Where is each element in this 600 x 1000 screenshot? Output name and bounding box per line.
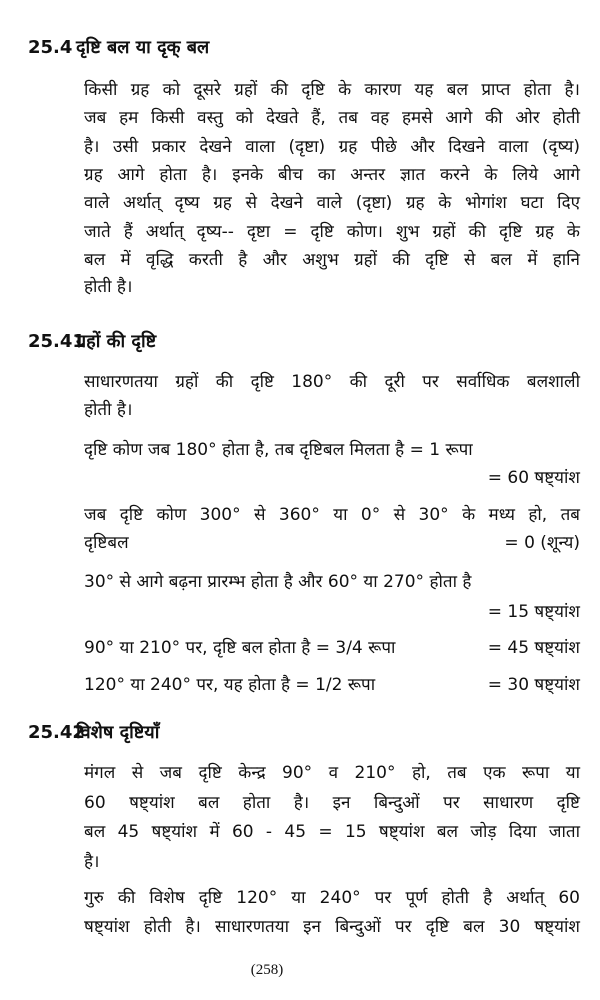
section-heading <box>28 34 209 62</box>
paragraph-line: वाले अर्थात् दृष्य ग्रह से देखने वाले (दृष्टा) ग्रह के भोगांश घटा दिए <box>84 193 580 213</box>
rule-value-row <box>84 599 580 625</box>
paragraph-line: जाते हैं अर्थात् दृष्य-- दृष्टा = दृष्टि कोण। शुभ ग्रहों की दृष्टि ग्रह के <box>84 222 580 242</box>
rule-value: = 0 (शून्य) <box>504 533 580 553</box>
paragraph-line: मंगल से जब दृष्टि केन्द्र 90° व 210° हो, तब एक रूपा या <box>84 763 580 783</box>
paragraph-line: होती है। <box>84 400 133 420</box>
paragraph-line: बल में वृद्धि करती है और अशुभ ग्रहों की दृष्टि से बल में हानि <box>84 250 580 270</box>
rule-label: दृष्टिबल <box>84 533 129 553</box>
page-number: (258) <box>250 962 284 978</box>
rule-row <box>84 672 580 698</box>
rule-row <box>84 635 580 661</box>
rule-value: = 60 षष्ट्यांश <box>487 468 580 488</box>
paragraph-line: है। <box>84 852 100 872</box>
paragraph-line: बल 45 षष्ट्यांश में 60 - 45 = 15 षष्ट्यांश बल जोड़ दिया जाता <box>84 822 580 842</box>
section-heading <box>28 328 156 356</box>
paragraph-line: है। उसी प्रकार देखने वाला (दृष्टा) ग्रह पीछे और दिखने वाला (दृष्य) <box>84 137 580 157</box>
paragraph-line: होती है। <box>84 277 133 297</box>
rule-line: जब दृष्टि कोण 300° से 360° या 0° से 30° के मध्य हो, तब <box>84 505 580 525</box>
rule-value-row <box>84 530 580 556</box>
rule-line: 30° से आगे बढ़ना प्रारम्भ होता है और 60° या 270° होता है <box>84 572 472 592</box>
paragraph-line: साधारणतया ग्रहों की दृष्टि 180° की दूरी पर सर्वाधिक बलशाली <box>84 372 580 392</box>
rule-value: = 45 षष्ट्यांश <box>487 638 580 658</box>
paragraph-line: ग्रह आगे होता है। इनके बीच का अन्तर ज्ञात करने के लिये आगे <box>84 165 580 185</box>
section-number: 25.41 <box>28 331 85 352</box>
rule-line: दृष्टि कोण जब 180° होता है, तब दृष्टिबल मिलता है = 1 रूपा <box>84 440 473 460</box>
section-number: 25.42 <box>28 722 85 743</box>
paragraph-line: 60 षष्ट्यांश बल होता है। इन बिन्दुओं पर साधारण दृष्टि <box>84 793 580 813</box>
section-number: 25.4 <box>28 37 73 58</box>
section-title: विशेष दृष्टियाँ <box>76 722 160 743</box>
rule-label: 90° या 210° पर, दृष्टि बल होता है = 3/4 रूपा <box>84 638 396 658</box>
section-heading <box>28 719 159 747</box>
rule-value-row <box>84 465 580 491</box>
paragraph-line: किसी ग्रह को दूसरे ग्रहों की दृष्टि के कारण यह बल प्राप्त होता है। <box>84 80 580 100</box>
rule-value: = 30 षष्ट्यांश <box>487 675 580 695</box>
rule-value: = 15 षष्ट्यांश <box>487 602 580 622</box>
rule-label: 120° या 240° पर, यह होता है = 1/2 रूपा <box>84 675 376 695</box>
paragraph-line: गुरु की विशेष दृष्टि 120° या 240° पर पूर्ण होती है अर्थात् 60 <box>84 888 580 908</box>
paragraph-line: षष्ट्यांश होती है। साधारणतया इन बिन्दुओं पर दृष्टि बल 30 षष्ट्यांश <box>84 917 580 937</box>
paragraph-line: जब हम किसी वस्तु को देखते हैं, तब वह हमसे आगे की ओर होती <box>84 108 580 128</box>
section-title: दृष्टि बल या दृक् बल <box>76 37 210 58</box>
section-title: ग्रहों की दृष्टि <box>76 331 157 352</box>
